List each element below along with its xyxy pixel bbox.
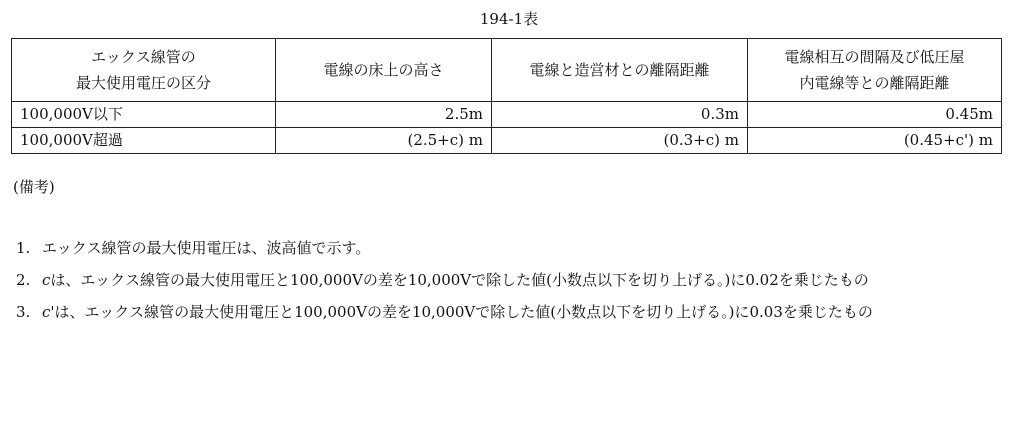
header-voltage-class-line2: 最大使用電圧の区分 (75, 74, 211, 92)
cell-clearance: (0.3+c) m (492, 128, 748, 154)
cell-height: (2.5+c) m (276, 128, 492, 154)
note-number: 2. (16, 271, 31, 289)
header-wire-spacing-line1: 電線相互の間隔及び低圧屋 (784, 48, 965, 66)
list-item (16, 235, 1006, 261)
notes-list (16, 235, 1006, 331)
note-text: は、エックス線管の最大使用電圧と100,000Vの差を10,000Vで除した値(小数点以下を切り上げる。)に0.02を乗じたもの (50, 271, 869, 289)
header-voltage-class (12, 39, 276, 102)
cell-clearance: 0.3m (492, 102, 748, 128)
cell-height: 2.5m (276, 102, 492, 128)
note-text: は、エックス線管の最大使用電圧と100,000Vの差を10,000Vで除した値(小数点以下を切り上げる。)に0.03を乗じたもの (54, 303, 873, 321)
table-caption: 194-1表 (479, 10, 539, 28)
cell-voltage: 100,000V以下 (12, 102, 276, 128)
header-voltage-class-line1: エックス線管の (91, 48, 196, 66)
header-wire-spacing (748, 39, 1002, 102)
note-variable: c' (42, 303, 55, 321)
remarks-label: (備考) (13, 178, 55, 196)
clearance-table (11, 38, 1002, 154)
note-text: エックス線管の最大使用電圧は、波高値で示す。 (42, 239, 371, 257)
table-row (12, 102, 1002, 128)
note-number: 1. (16, 239, 31, 257)
cell-spacing: (0.45+c') m (748, 128, 1002, 154)
cell-voltage: 100,000V超過 (12, 128, 276, 154)
header-structure-clearance: 電線と造営材との離隔距離 (492, 39, 748, 102)
list-item (16, 267, 1006, 293)
cell-spacing: 0.45m (748, 102, 1002, 128)
note-variable: c (42, 271, 51, 289)
header-floor-height: 電線の床上の高さ (276, 39, 492, 102)
table-header-row (12, 39, 1002, 102)
list-item (16, 299, 1006, 325)
table-row (12, 128, 1002, 154)
header-wire-spacing-line2: 内電線等との離隔距離 (799, 74, 950, 92)
note-number: 3. (16, 303, 31, 321)
